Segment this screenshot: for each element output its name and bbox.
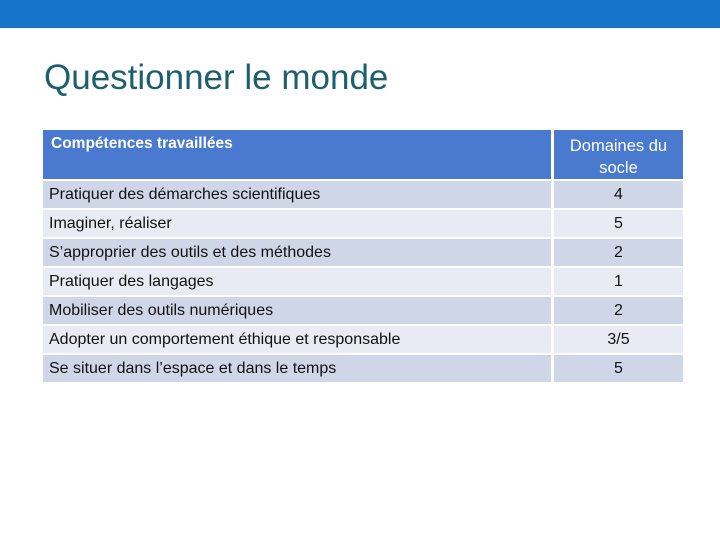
competence-cell: Imaginer, réaliser — [43, 209, 553, 238]
table-row — [43, 354, 683, 382]
competence-cell: Adopter un comportement éthique et responsable — [43, 325, 553, 354]
domaine-cell: 5 — [553, 354, 684, 382]
competence-cell: Pratiquer des langages — [43, 267, 553, 296]
competence-cell: Mobiliser des outils numériques — [43, 296, 553, 325]
domaine-cell: 5 — [553, 209, 684, 238]
domaine-cell: 4 — [553, 180, 684, 209]
competences-table — [43, 130, 683, 382]
header-competences: Compétences travaillées — [43, 130, 553, 180]
domaine-cell: 2 — [553, 296, 684, 325]
table-header-row — [43, 130, 683, 180]
header-domaines: Domaines du socle — [553, 130, 684, 180]
domaine-cell: 2 — [553, 238, 684, 267]
table-row — [43, 180, 683, 209]
competence-cell: Se situer dans l’espace et dans le temps — [43, 354, 553, 382]
domaine-cell: 3/5 — [553, 325, 684, 354]
competence-cell: S’approprier des outils et des méthodes — [43, 238, 553, 267]
domaine-cell: 1 — [553, 267, 684, 296]
table-row — [43, 267, 683, 296]
table-row — [43, 325, 683, 354]
table-row — [43, 296, 683, 325]
page-title: Questionner le monde — [44, 58, 389, 97]
table-row — [43, 209, 683, 238]
top-bar — [0, 0, 720, 28]
competence-cell: Pratiquer des démarches scientifiques — [43, 180, 553, 209]
table-row — [43, 238, 683, 267]
